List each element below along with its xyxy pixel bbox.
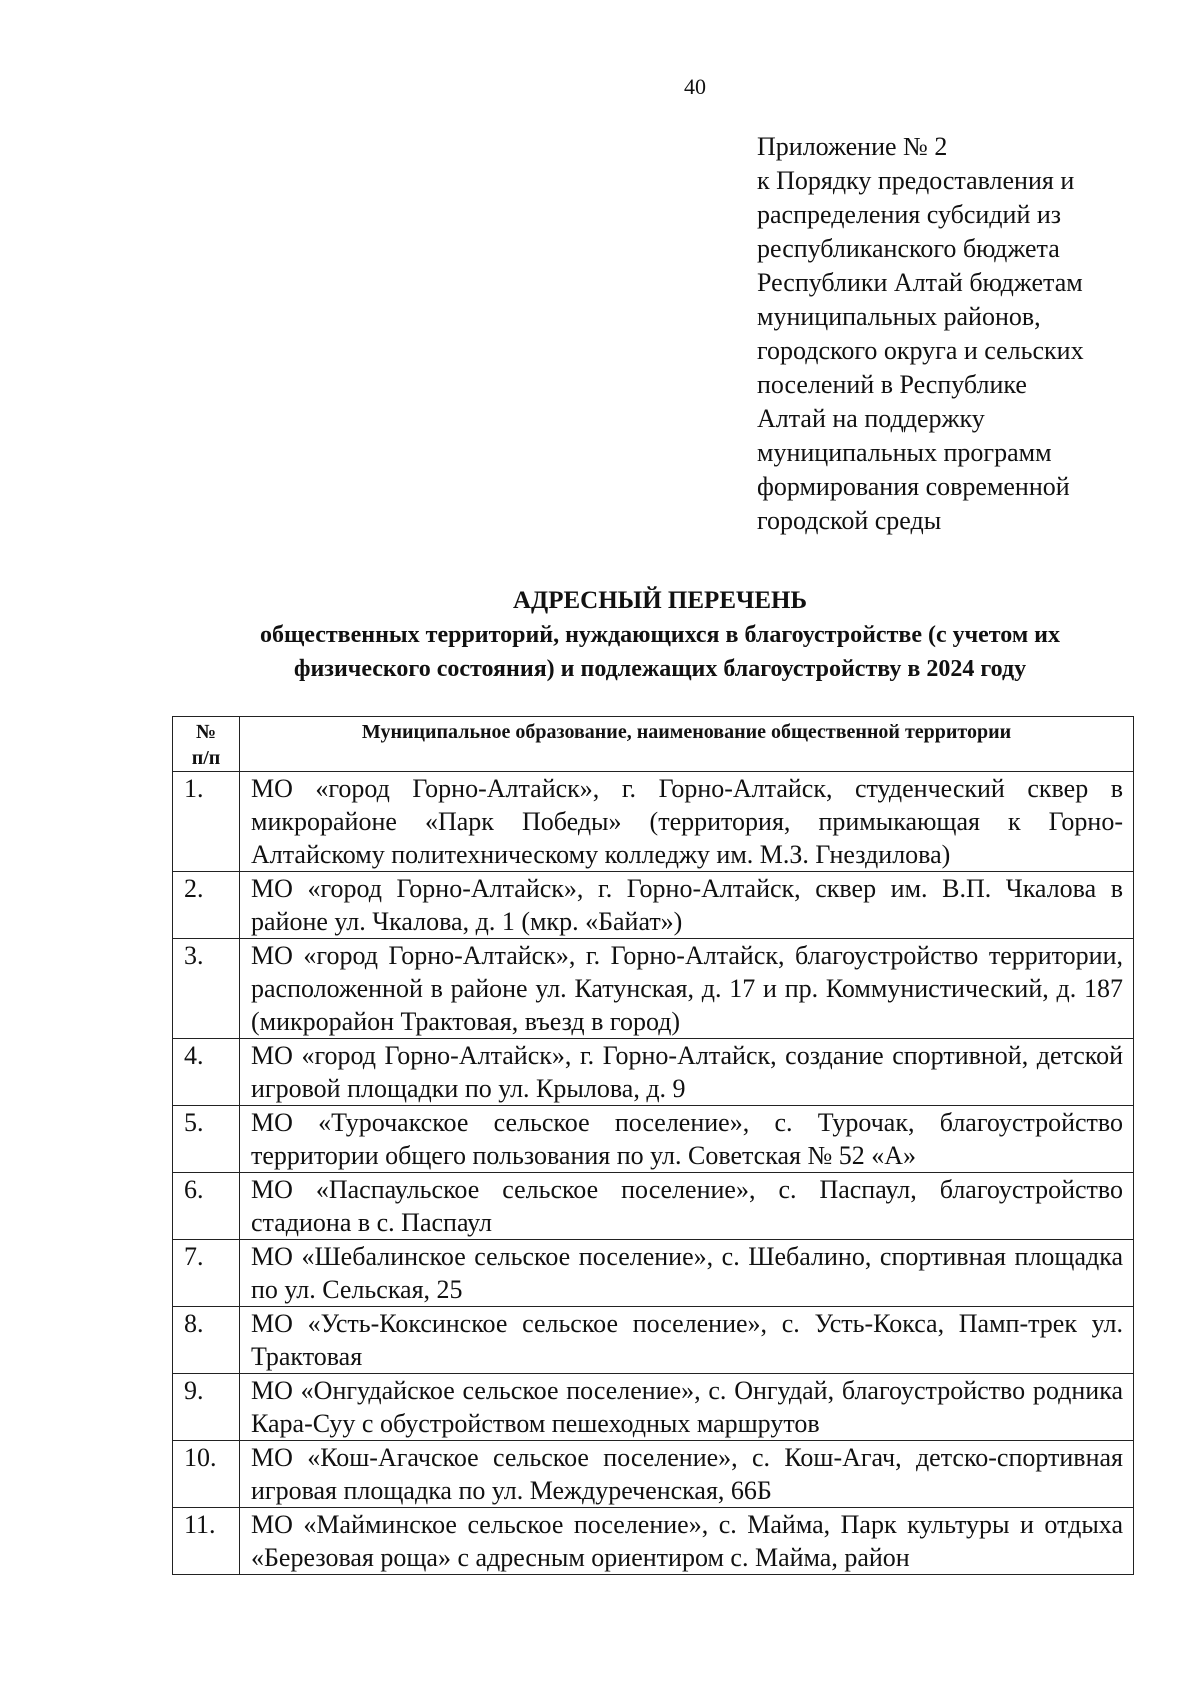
appendix-line: городской среды <box>757 506 942 535</box>
row-number: 7. <box>173 1240 240 1307</box>
appendix-line: республиканского бюджета <box>757 234 1060 263</box>
table-row <box>173 1240 1134 1307</box>
table-row <box>173 1508 1134 1575</box>
territory-description: МО «Паспаульское сельское поселение», с. Паспаул, благоустройство стадиона в с. Паспаул <box>240 1173 1134 1240</box>
row-number: 10. <box>173 1441 240 1508</box>
document-subtitle-line: физического состояния) и подлежащих благоустройству в 2024 году <box>293 656 1027 682</box>
appendix-line: Алтай на поддержку <box>757 404 985 433</box>
address-list-table <box>172 716 1134 1575</box>
table-row <box>173 1173 1134 1240</box>
row-number: 5. <box>173 1106 240 1173</box>
appendix-line: Приложение № 2 <box>757 132 948 161</box>
header-number-column <box>173 717 240 772</box>
document-title: АДРЕСНЫЙ ПЕРЕЧЕНЬ <box>512 587 807 614</box>
table-row <box>173 772 1134 872</box>
row-number: 8. <box>173 1307 240 1374</box>
territory-description: МО «город Горно-Алтайск», г. Горно-Алтайск, сквер им. В.П. Чкалова в районе ул. Чкалова, д. 1 (мкр. «Байат») <box>240 872 1134 939</box>
document-heading <box>120 584 1200 686</box>
territory-description: МО «город Горно-Алтайск», г. Горно-Алтайск, благоустройство территории, расположенной в районе ул. Катунская, д. 17 и пр. Коммунистический, д. 187 (микрорайон Трактовая, въезд в город) <box>240 939 1134 1039</box>
page-number: 40 <box>684 74 706 99</box>
row-number: 2. <box>173 872 240 939</box>
table-row <box>173 939 1134 1039</box>
appendix-line: муниципальных программ <box>757 438 1052 467</box>
table-body <box>173 772 1134 1575</box>
row-number: 11. <box>173 1508 240 1575</box>
table-row <box>173 1374 1134 1441</box>
appendix-line: к Порядку предоставления и <box>757 166 1075 195</box>
appendix-line: Республики Алтай бюджетам <box>757 268 1083 297</box>
row-number: 6. <box>173 1173 240 1240</box>
header-number-symbol: № <box>195 721 217 743</box>
territory-description: МО «Шебалинское сельское поселение», с. Шебалино, спортивная площадка по ул. Сельская, 25 <box>240 1240 1134 1307</box>
territory-description: МО «Майминское сельское поселение», с. Майма, Парк культуры и отдыха «Березовая роща» с адресным ориентиром с. Майма, район <box>240 1508 1134 1575</box>
row-number: 1. <box>173 772 240 872</box>
table-row <box>173 1039 1134 1106</box>
table-row <box>173 872 1134 939</box>
table-row <box>173 1441 1134 1508</box>
appendix-line: распределения субсидий из <box>757 200 1062 229</box>
territory-description: МО «Турочакское сельское поселение», с. Турочак, благоустройство территории общего пользования по ул. Советская № 52 «А» <box>240 1106 1134 1173</box>
row-number: 9. <box>173 1374 240 1441</box>
appendix-line: формирования современной <box>757 472 1070 501</box>
territory-description: МО «город Горно-Алтайск», г. Горно-Алтайск, студенческий сквер в микрорайоне «Парк Победы» (территория, примыкающая к Горно-Алтайскому политехническому колледжу им. М.З. Гнездилова) <box>240 772 1134 872</box>
table-row <box>173 1307 1134 1374</box>
appendix-block <box>757 130 1157 538</box>
row-number: 3. <box>173 939 240 1039</box>
territory-description: МО «город Горно-Алтайск», г. Горно-Алтайск, создание спортивной, детской игровой площадки по ул. Крылова, д. 9 <box>240 1039 1134 1106</box>
header-name-column: Муниципальное образование, наименование общественной территории <box>240 717 1134 772</box>
document-subtitle-line: общественных территорий, нуждающихся в благоустройстве (с учетом их <box>260 622 1060 648</box>
row-number: 4. <box>173 1039 240 1106</box>
table-header-row <box>173 717 1134 772</box>
territory-description: МО «Онгудайское сельское поселение», с. Онгудай, благоустройство родника Кара-Суу с обустройством пешеходных маршрутов <box>240 1374 1134 1441</box>
territory-description: МО «Усть-Коксинское сельское поселение», с. Усть-Кокса, Памп-трек ул. Трактовая <box>240 1307 1134 1374</box>
appendix-line: муниципальных районов, <box>757 302 1041 331</box>
appendix-line: городского округа и сельских <box>757 336 1084 365</box>
appendix-line: поселений в Республике <box>757 370 1027 399</box>
territory-description: МО «Кош-Агачское сельское поселение», с. Кош-Агач, детско-спортивная игровая площадка по ул. Междуреченская, 66Б <box>240 1441 1134 1508</box>
header-number-abbrev: п/п <box>191 747 221 769</box>
table-row <box>173 1106 1134 1173</box>
